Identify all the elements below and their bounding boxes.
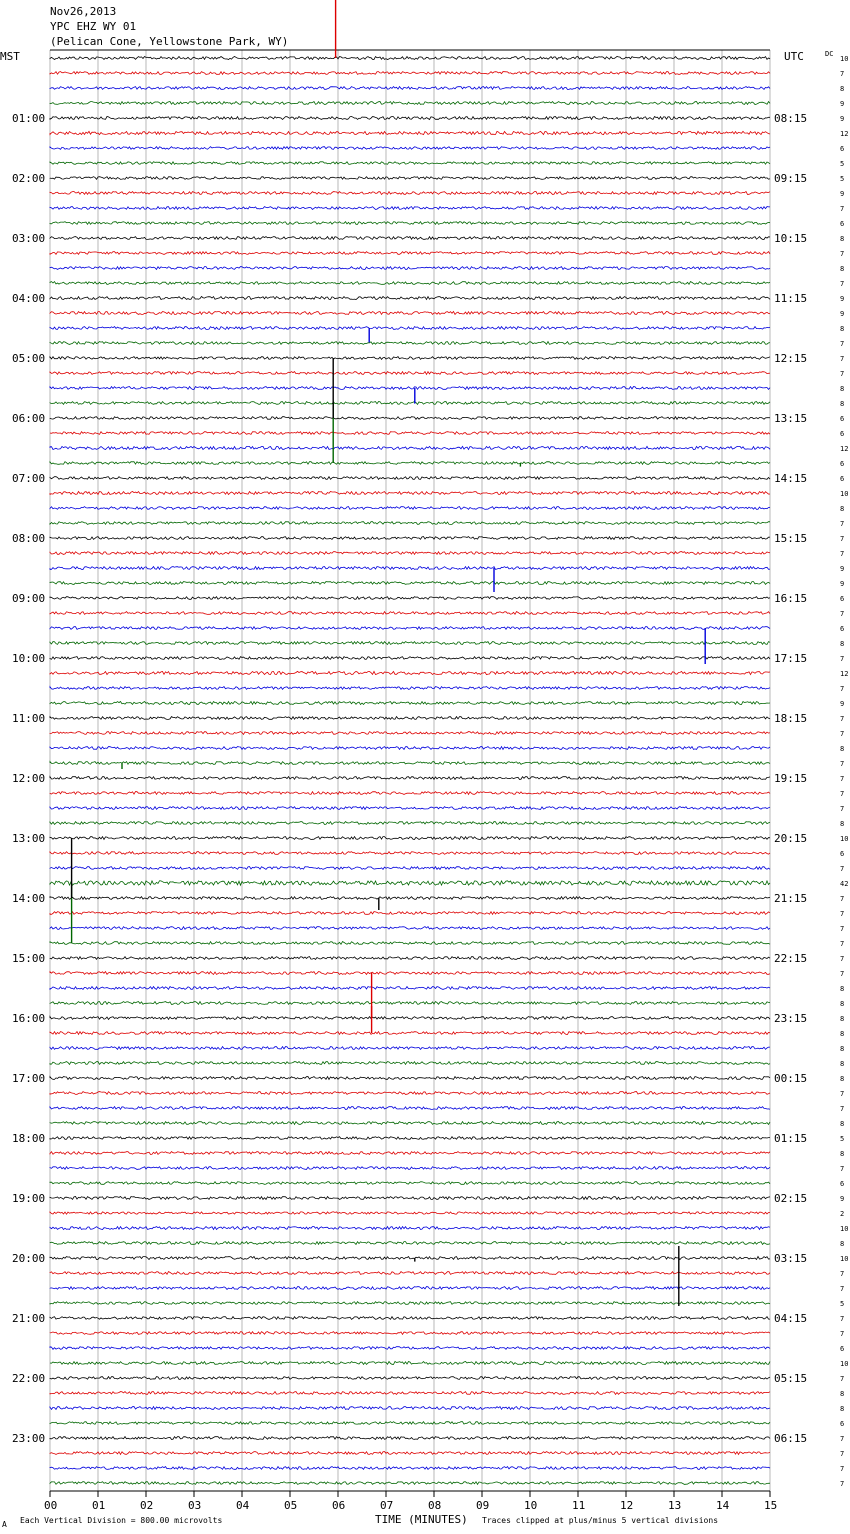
trace-21 bbox=[50, 372, 770, 375]
trace-31 bbox=[50, 522, 770, 525]
seismic-events bbox=[72, 0, 706, 1306]
left-hour-label: 21:00 bbox=[12, 1312, 46, 1325]
dc-offset-68: 8 bbox=[840, 1075, 845, 1083]
trace-65 bbox=[50, 1032, 770, 1035]
trace-51 bbox=[50, 822, 770, 825]
trace-75 bbox=[50, 1182, 770, 1185]
dc-offset-56: 7 bbox=[840, 895, 845, 903]
dc-offset-69: 7 bbox=[840, 1090, 845, 1098]
trace-73 bbox=[50, 1152, 770, 1155]
dc-offset-67: 8 bbox=[840, 1060, 845, 1068]
dc-offset-70: 7 bbox=[840, 1105, 845, 1113]
dc-offset-3: 9 bbox=[840, 100, 845, 108]
left-hour-label: 18:00 bbox=[12, 1132, 46, 1145]
trace-91 bbox=[50, 1422, 770, 1425]
dc-offset-53: 6 bbox=[840, 850, 845, 858]
dc-offset-65: 8 bbox=[840, 1030, 845, 1038]
trace-37 bbox=[50, 612, 770, 615]
trace-22 bbox=[50, 387, 770, 390]
trace-34 bbox=[50, 567, 770, 570]
trace-68 bbox=[50, 1077, 770, 1080]
trace-60 bbox=[50, 957, 770, 960]
trace-63 bbox=[50, 1002, 770, 1005]
trace-80 bbox=[50, 1257, 770, 1260]
trace-9 bbox=[50, 192, 770, 195]
left-hour-label: 22:00 bbox=[12, 1372, 46, 1385]
dc-offset-83: 5 bbox=[840, 1300, 845, 1308]
right-hour-label: 18:15 bbox=[774, 712, 808, 725]
dc-offset-57: 7 bbox=[840, 910, 845, 918]
dc-offset-86: 6 bbox=[840, 1345, 845, 1353]
left-hour-label: 05:00 bbox=[12, 352, 46, 365]
trace-16 bbox=[50, 297, 770, 300]
dc-offset-58: 7 bbox=[840, 925, 845, 933]
dc-offset-33: 7 bbox=[840, 550, 845, 558]
dc-offset-66: 8 bbox=[840, 1045, 845, 1053]
right-hour-label: 10:15 bbox=[774, 232, 808, 245]
trace-42 bbox=[50, 687, 770, 690]
trace-86 bbox=[50, 1347, 770, 1350]
dc-offset-82: 7 bbox=[840, 1285, 845, 1293]
trace-50 bbox=[50, 807, 770, 810]
dc-offset-81: 7 bbox=[840, 1270, 845, 1278]
right-hour-label: 12:15 bbox=[774, 352, 808, 365]
trace-88 bbox=[50, 1377, 770, 1380]
trace-72 bbox=[50, 1137, 770, 1140]
dc-offset-60: 7 bbox=[840, 955, 845, 963]
trace-8 bbox=[50, 177, 770, 180]
trace-93 bbox=[50, 1452, 770, 1455]
dc-offset-80: 10 bbox=[840, 1255, 849, 1263]
trace-39 bbox=[50, 642, 770, 645]
trace-24 bbox=[50, 417, 770, 420]
dc-offset-26: 12 bbox=[840, 445, 849, 453]
trace-2 bbox=[50, 87, 770, 90]
dc-offset-22: 8 bbox=[840, 385, 845, 393]
trace-1 bbox=[50, 72, 770, 75]
trace-92 bbox=[50, 1437, 770, 1440]
dc-offset-15: 7 bbox=[840, 280, 845, 288]
station-location: (Pelican Cone, Yellowstone Park, WY) bbox=[50, 35, 289, 48]
right-hour-label: 05:15 bbox=[774, 1372, 808, 1385]
trace-44 bbox=[50, 717, 770, 720]
trace-7 bbox=[50, 162, 770, 165]
x-tick-label-05: 05 bbox=[284, 1499, 298, 1512]
dc-offset-89: 8 bbox=[840, 1390, 845, 1398]
dc-offset-1: 7 bbox=[840, 70, 845, 78]
dc-offset-19: 7 bbox=[840, 340, 845, 348]
left-hour-label: 20:00 bbox=[12, 1252, 46, 1265]
left-hour-label: 23:00 bbox=[12, 1432, 46, 1445]
x-tick-label-13: 13 bbox=[668, 1499, 682, 1512]
dc-offset-61: 7 bbox=[840, 970, 845, 978]
dc-offset-24: 6 bbox=[840, 415, 845, 423]
x-tick-label-06: 06 bbox=[332, 1499, 346, 1512]
right-hour-label: 01:15 bbox=[774, 1132, 808, 1145]
right-hour-label: 20:15 bbox=[774, 832, 808, 845]
trace-13 bbox=[50, 252, 770, 255]
dc-offset-46: 8 bbox=[840, 745, 845, 753]
trace-47 bbox=[50, 762, 770, 765]
dc-offset-79: 8 bbox=[840, 1240, 845, 1248]
trace-52 bbox=[50, 837, 770, 840]
trace-12 bbox=[50, 237, 770, 240]
right-hour-label: 09:15 bbox=[774, 172, 808, 185]
trace-10 bbox=[50, 207, 770, 210]
dc-offset-49: 7 bbox=[840, 790, 845, 798]
trace-89 bbox=[50, 1392, 770, 1395]
dc-offset-55: 42 bbox=[840, 880, 849, 888]
dc-offset-14: 8 bbox=[840, 265, 845, 273]
dc-offset-36: 6 bbox=[840, 595, 845, 603]
right-hour-label: 22:15 bbox=[774, 952, 808, 965]
dc-offset-0: 10 bbox=[840, 55, 849, 63]
left-hour-label: 08:00 bbox=[12, 532, 46, 545]
dc-offset-18: 8 bbox=[840, 325, 845, 333]
right-hour-label: 23:15 bbox=[774, 1012, 808, 1025]
dc-offset-44: 7 bbox=[840, 715, 845, 723]
x-tick-label-10: 10 bbox=[524, 1499, 538, 1512]
left-hour-label: 06:00 bbox=[12, 412, 46, 425]
trace-14 bbox=[50, 267, 770, 270]
trace-49 bbox=[50, 792, 770, 795]
dc-offset-77: 2 bbox=[840, 1210, 845, 1218]
trace-62 bbox=[50, 987, 770, 990]
left-hour-label: 19:00 bbox=[12, 1192, 46, 1205]
station-date: Nov26,2013 bbox=[50, 5, 117, 18]
right-hour-label: 08:15 bbox=[774, 112, 808, 125]
right-hour-label: 16:15 bbox=[774, 592, 808, 605]
dc-offset-92: 7 bbox=[840, 1435, 845, 1443]
trace-78 bbox=[50, 1227, 770, 1230]
dc-offset-17: 9 bbox=[840, 310, 845, 318]
left-timezone-label: MST bbox=[0, 50, 20, 63]
left-hour-label: 15:00 bbox=[12, 952, 46, 965]
dc-offset-63: 8 bbox=[840, 1000, 845, 1008]
left-hour-label: 07:00 bbox=[12, 472, 46, 485]
corner-mark: A bbox=[2, 1520, 7, 1529]
dc-offset-21: 7 bbox=[840, 370, 845, 378]
trace-83 bbox=[50, 1302, 770, 1305]
right-hour-label: 17:15 bbox=[774, 652, 808, 665]
scale-note: Each Vertical Division = 800.00 microvolts bbox=[20, 1516, 223, 1525]
trace-58 bbox=[50, 927, 770, 930]
x-axis-title: TIME (MINUTES) bbox=[375, 1513, 468, 1526]
trace-18 bbox=[50, 327, 770, 330]
trace-55 bbox=[50, 881, 770, 885]
trace-43 bbox=[50, 702, 770, 705]
dc-offset-39: 8 bbox=[840, 640, 845, 648]
left-hour-label: 17:00 bbox=[12, 1072, 46, 1085]
dc-offset-34: 9 bbox=[840, 565, 845, 573]
dc-offset-84: 7 bbox=[840, 1315, 845, 1323]
right-hour-label: 14:15 bbox=[774, 472, 808, 485]
x-tick-label-08: 08 bbox=[428, 1499, 442, 1512]
left-hour-label: 16:00 bbox=[12, 1012, 46, 1025]
dc-offset-12: 8 bbox=[840, 235, 845, 243]
trace-71 bbox=[50, 1122, 770, 1125]
trace-64 bbox=[50, 1017, 770, 1020]
x-tick-label-03: 03 bbox=[188, 1499, 202, 1512]
dc-offset-25: 6 bbox=[840, 430, 845, 438]
right-hour-label: 02:15 bbox=[774, 1192, 808, 1205]
trace-27 bbox=[50, 462, 770, 465]
dc-offset-52: 10 bbox=[840, 835, 849, 843]
dc-offset-76: 9 bbox=[840, 1195, 845, 1203]
dc-offset-42: 7 bbox=[840, 685, 845, 693]
dc-offset-35: 9 bbox=[840, 580, 845, 588]
trace-29 bbox=[50, 492, 770, 495]
trace-69 bbox=[50, 1092, 770, 1095]
x-tick-label-15: 15 bbox=[764, 1499, 778, 1512]
dc-offset-45: 7 bbox=[840, 730, 845, 738]
dc-offset-75: 6 bbox=[840, 1180, 845, 1188]
right-hour-label: 03:15 bbox=[774, 1252, 808, 1265]
trace-3 bbox=[50, 102, 770, 105]
trace-33 bbox=[50, 552, 770, 555]
trace-94 bbox=[50, 1467, 770, 1470]
dc-offset-43: 9 bbox=[840, 700, 845, 708]
trace-5 bbox=[50, 131, 770, 134]
dc-offset-73: 8 bbox=[840, 1150, 845, 1158]
trace-15 bbox=[50, 282, 770, 285]
left-hour-label: 09:00 bbox=[12, 592, 46, 605]
x-tick-label-02: 02 bbox=[140, 1499, 154, 1512]
dc-offset-10: 7 bbox=[840, 205, 845, 213]
x-tick-label-00: 00 bbox=[44, 1499, 58, 1512]
trace-82 bbox=[50, 1287, 770, 1290]
dc-offset-4: 9 bbox=[840, 115, 845, 123]
axis-labels bbox=[12, 55, 848, 1512]
dc-offset-41: 12 bbox=[840, 670, 849, 678]
dc-offset-91: 6 bbox=[840, 1420, 845, 1428]
trace-87 bbox=[50, 1362, 770, 1365]
trace-84 bbox=[50, 1317, 770, 1320]
trace-59 bbox=[50, 942, 770, 945]
trace-74 bbox=[50, 1167, 770, 1170]
dc-offset-28: 6 bbox=[840, 475, 845, 483]
trace-6 bbox=[50, 147, 770, 150]
dc-offset-20: 7 bbox=[840, 355, 845, 363]
station-code: YPC EHZ WY 01 bbox=[50, 20, 137, 33]
trace-11 bbox=[50, 222, 770, 225]
left-hour-label: 04:00 bbox=[12, 292, 46, 305]
x-tick-label-14: 14 bbox=[716, 1499, 730, 1512]
right-hour-label: 15:15 bbox=[774, 532, 808, 545]
right-hour-label: 00:15 bbox=[774, 1072, 808, 1085]
dc-offset-23: 8 bbox=[840, 400, 845, 408]
trace-85 bbox=[50, 1332, 770, 1335]
trace-53 bbox=[50, 852, 770, 855]
right-hour-label: 21:15 bbox=[774, 892, 808, 905]
trace-28 bbox=[50, 477, 770, 480]
dc-offset-27: 6 bbox=[840, 460, 845, 468]
trace-79 bbox=[50, 1242, 770, 1245]
trace-57 bbox=[50, 912, 770, 915]
x-tick-label-12: 12 bbox=[620, 1499, 634, 1512]
dc-offset-71: 8 bbox=[840, 1120, 845, 1128]
seismic-traces bbox=[50, 57, 770, 1485]
right-hour-label: 04:15 bbox=[774, 1312, 808, 1325]
left-hour-label: 13:00 bbox=[12, 832, 46, 845]
trace-32 bbox=[50, 537, 770, 540]
trace-54 bbox=[50, 867, 770, 870]
dc-offset-9: 9 bbox=[840, 190, 845, 198]
right-hour-label: 13:15 bbox=[774, 412, 808, 425]
x-tick-label-01: 01 bbox=[92, 1499, 106, 1512]
right-hour-label: 11:15 bbox=[774, 292, 808, 305]
dc-offset-2: 8 bbox=[840, 85, 845, 93]
trace-23 bbox=[50, 402, 770, 405]
dc-offset-29: 10 bbox=[840, 490, 849, 498]
trace-17 bbox=[50, 312, 770, 315]
dc-offset-48: 7 bbox=[840, 775, 845, 783]
dc-label: DC bbox=[825, 50, 834, 58]
right-hour-label: 19:15 bbox=[774, 772, 808, 785]
dc-offset-6: 6 bbox=[840, 145, 845, 153]
x-tick-label-04: 04 bbox=[236, 1499, 250, 1512]
dc-offset-85: 7 bbox=[840, 1330, 845, 1338]
left-hour-label: 03:00 bbox=[12, 232, 46, 245]
dc-offset-94: 7 bbox=[840, 1465, 845, 1473]
dc-offset-90: 8 bbox=[840, 1405, 845, 1413]
dc-offset-38: 6 bbox=[840, 625, 845, 633]
x-tick-label-11: 11 bbox=[572, 1499, 586, 1512]
dc-offset-72: 5 bbox=[840, 1135, 845, 1143]
left-hour-label: 12:00 bbox=[12, 772, 46, 785]
dc-offset-47: 7 bbox=[840, 760, 845, 768]
dc-offset-93: 7 bbox=[840, 1450, 845, 1458]
trace-46 bbox=[50, 747, 770, 750]
trace-26 bbox=[50, 446, 770, 449]
trace-81 bbox=[50, 1272, 770, 1275]
right-hour-label: 06:15 bbox=[774, 1432, 808, 1445]
dc-offset-74: 7 bbox=[840, 1165, 845, 1173]
dc-offset-31: 7 bbox=[840, 520, 845, 528]
trace-25 bbox=[50, 432, 770, 435]
trace-38 bbox=[50, 627, 770, 630]
dc-offset-30: 8 bbox=[840, 505, 845, 513]
dc-offset-87: 10 bbox=[840, 1360, 849, 1368]
left-hour-label: 11:00 bbox=[12, 712, 46, 725]
x-tick-label-07: 07 bbox=[380, 1499, 394, 1512]
trace-67 bbox=[50, 1062, 770, 1065]
trace-61 bbox=[50, 972, 770, 975]
dc-offset-11: 6 bbox=[840, 220, 845, 228]
dc-offset-37: 7 bbox=[840, 610, 845, 618]
dc-offset-51: 8 bbox=[840, 820, 845, 828]
trace-70 bbox=[50, 1107, 770, 1110]
trace-30 bbox=[50, 507, 770, 510]
dc-offset-16: 9 bbox=[840, 295, 845, 303]
trace-48 bbox=[50, 777, 770, 780]
trace-66 bbox=[50, 1047, 770, 1050]
trace-4 bbox=[50, 117, 770, 120]
left-hour-label: 14:00 bbox=[12, 892, 46, 905]
dc-offset-40: 7 bbox=[840, 655, 845, 663]
trace-35 bbox=[50, 582, 770, 585]
trace-40 bbox=[50, 657, 770, 660]
trace-95 bbox=[50, 1482, 770, 1485]
trace-36 bbox=[50, 597, 770, 600]
trace-77 bbox=[50, 1212, 770, 1214]
x-tick-label-09: 09 bbox=[476, 1499, 490, 1512]
trace-90 bbox=[50, 1407, 770, 1410]
dc-offset-50: 7 bbox=[840, 805, 845, 813]
trace-45 bbox=[50, 732, 770, 735]
trace-41 bbox=[50, 671, 770, 674]
dc-offset-32: 7 bbox=[840, 535, 845, 543]
dc-offset-13: 7 bbox=[840, 250, 845, 258]
dc-offset-59: 7 bbox=[840, 940, 845, 948]
dc-offset-78: 10 bbox=[840, 1225, 849, 1233]
left-hour-label: 02:00 bbox=[12, 172, 46, 185]
dc-offset-8: 5 bbox=[840, 175, 845, 183]
left-hour-label: 01:00 bbox=[12, 112, 46, 125]
dc-offset-64: 8 bbox=[840, 1015, 845, 1023]
dc-offset-5: 12 bbox=[840, 130, 849, 138]
trace-56 bbox=[50, 897, 770, 900]
left-hour-label: 10:00 bbox=[12, 652, 46, 665]
dc-offset-88: 7 bbox=[840, 1375, 845, 1383]
dc-offset-7: 5 bbox=[840, 160, 845, 168]
clip-note: Traces clipped at plus/minus 5 vertical divisions bbox=[482, 1516, 719, 1525]
trace-19 bbox=[50, 342, 770, 345]
dc-offset-54: 7 bbox=[840, 865, 845, 873]
right-timezone-label: UTC bbox=[784, 50, 804, 63]
trace-0 bbox=[50, 57, 770, 60]
dc-offset-62: 8 bbox=[840, 985, 845, 993]
dc-offset-95: 7 bbox=[840, 1480, 845, 1488]
trace-20 bbox=[50, 357, 770, 360]
trace-76 bbox=[50, 1197, 770, 1200]
